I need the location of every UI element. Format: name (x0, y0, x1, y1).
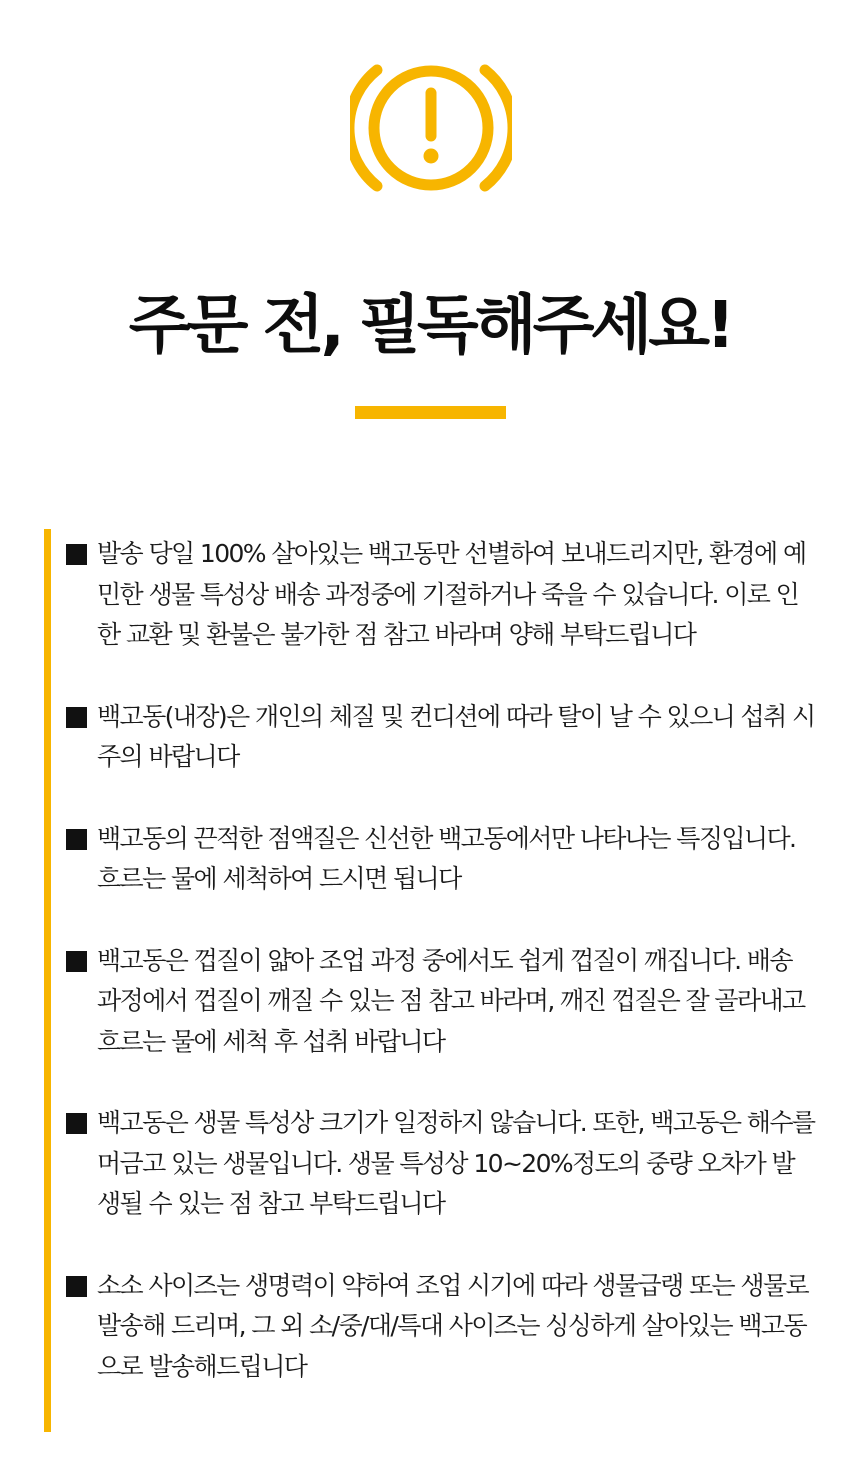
notice-item (66, 697, 816, 778)
title-underline (355, 406, 506, 419)
notice-text: 소소 사이즈는 생명력이 약하여 조업 시기에 따라 생물급랭 또는 생물로 발송해 드리며, 그 외 소/중/대/특대 사이즈는 싱싱하게 살아있는 백고동으로 발송해드립니다 (97, 1270, 809, 1381)
notice-text: 발송 당일 100% 살아있는 백고동만 선별하여 보내드리지만, 환경에 예민한 생물 특성상 배송 과정중에 기절하거나 죽을 수 있습니다. 이로 인한 교환 및 환불은 불가한 점 참고 바라며 양해 부탁드립니다 (97, 539, 806, 649)
exclamation-warning-icon (350, 52, 512, 204)
square-bullet-icon (66, 544, 87, 565)
notice-text: 백고동(내장)은 개인의 체질 및 컨디션에 따라 탈이 날 수 있으니 섭취 시 주의 바랍니다 (97, 701, 815, 771)
notice-item (66, 534, 816, 656)
notice-text: 백고동은 껍질이 얇아 조업 과정 중에서도 쉽게 껍질이 깨집니다. 배송 과정에서 껍질이 깨질 수 있는 점 참고 바라며, 깨진 껍질은 잘 골라내고 흐르는 물에 세척 후 섭취 바랍니다 (97, 945, 805, 1056)
notice-accent-bar (44, 529, 51, 1432)
notice-item (66, 1103, 816, 1225)
square-bullet-icon (66, 707, 87, 728)
notice-text: 백고동은 생물 특성상 크기가 일정하지 않습니다. 또한, 백고동은 해수를 머금고 있는 생물입니다. 생물 특성상 10~20%정도의 중량 오차가 발생될 수 있는 점 참고 부탁드립니다 (97, 1108, 815, 1218)
square-bullet-icon (66, 1276, 87, 1297)
square-bullet-icon (66, 951, 87, 972)
square-bullet-icon (66, 1113, 87, 1134)
page-title: 주문 전, 필독해주세요! (128, 288, 732, 363)
square-bullet-icon (66, 829, 87, 850)
notice-item (66, 1266, 816, 1388)
notice-item (66, 941, 816, 1063)
notice-item (66, 819, 816, 900)
notice-text: 백고동의 끈적한 점액질은 신선한 백고동에서만 나타나는 특징입니다. 흐르는 물에 세척하여 드시면 됩니다 (97, 823, 796, 893)
notice-list (66, 534, 816, 1428)
